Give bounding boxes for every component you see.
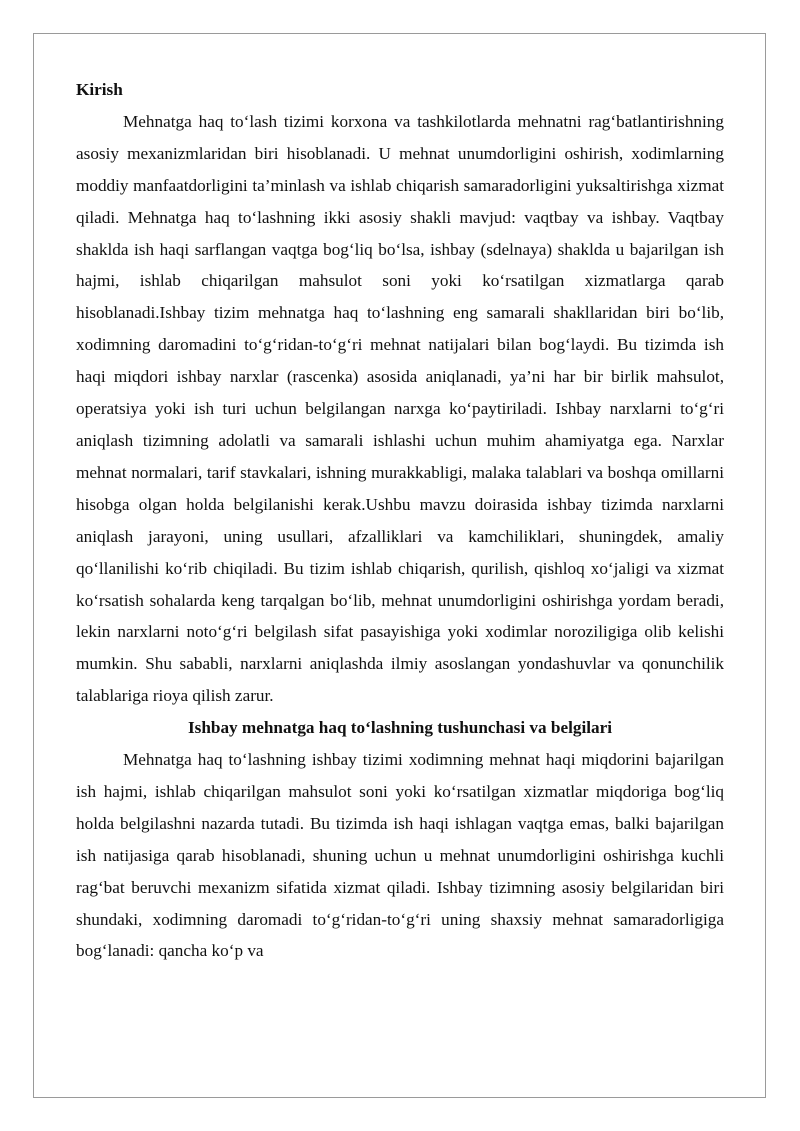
document-body	[76, 74, 724, 967]
section-heading-concept: Ishbay mehnatga haq to‘lashning tushunchasi va belgilari	[187, 718, 613, 738]
introduction-paragraph: Mehnatga haq to‘lash tizimi korxona va tashkilotlarda mehnatni rag‘batlantirishning asosiy mexanizmlaridan biri hisoblanadi. U mehnat unumdorligini oshirish, xodimlarning moddiy manfaatdorligini ta’minlash va ishlab chiqarish samaradorligini yuksaltirishga xizmat qiladi. Mehnatga haq to‘lashning ikki asosiy shakli mavjud: vaqtbay va ishbay. Vaqtbay shaklda ish haqi sarflangan vaqtga bog‘liq bo‘lsa, ishbay (sdelnaya) shaklda u bajarilgan ish hajmi, ishlab chiqarilgan mahsulot soni yoki ko‘rsatilgan xizmatlarga qarab hisoblanadi.Ishbay tizim mehnatga haq to‘lashning eng samarali shakllaridan biri bo‘lib, xodimning daromadini to‘g‘ridan-to‘g‘ri mehnat natijalari bilan bog‘laydi. Bu tizimda ish haqi miqdori ishbay narxlar (rascenka) asosida aniqlanadi, ya’ni har bir birlik mahsulot, operatsiya yoki ish turi uchun belgilangan narxga ko‘paytiriladi. Ishbay narxlarni to‘g‘ri aniqlash tizimning adolatli va samarali ishlashi uchun muhim ahamiyatga ega. Narxlar mehnat normalari, tarif stavkalari, ishning murakkabligi, malaka talablari va boshqa omillarni hisobga olgan holda belgilanishi kerak.Ushbu mavzu doirasida ishbay tizimda narxlarni aniqlash jarayoni, uning usullari, afzalliklari va kamchiliklari, shuningdek, amaliy qo‘llanilishi ko‘rib chiqiladi. Bu tizim ishlab chiqarish, qurilish, qishloq xo‘jaligi va xizmat ko‘rsatish sohalarda keng tarqalgan bo‘lib, mehnat unumdorligini oshirishga yordam beradi, lekin narxlarni noto‘g‘ri belgilash sifat pasayishiga yoki xodimlar noroziligiga olib kelishi mumkin. Shu sababli, narxlarni aniqlashda ilmiy asoslangan yondashuvlar va qonunchilik talablariga rioya qilish zarur.	[76, 111, 724, 706]
concept-paragraph: Mehnatga haq to‘lashning ishbay tizimi xodimning mehnat haqi miqdorini bajarilgan ish hajmi, ishlab chiqarilgan mahsulot soni yoki ko‘rsatilgan xizmatlar miqdoriga bog‘liq holda belgilashni nazarda tutadi. Bu tizimda ish haqi ishlagan vaqtga emas, balki bajarilgan ish natijasiga qarab hisoblanadi, shuning uchun u mehnat unumdorligini oshirishga kuchli rag‘bat beruvchi mexanizm sifatida xizmat qiladi. Ishbay tizimning asosiy belgilaridan biri shundaki, xodimning daromadi to‘g‘ridan-to‘g‘ri uning shaxsiy mehnat samaradorligiga bog‘lanadi: qancha ko‘p va	[76, 750, 724, 961]
section-heading-introduction: Kirish	[76, 80, 123, 99]
